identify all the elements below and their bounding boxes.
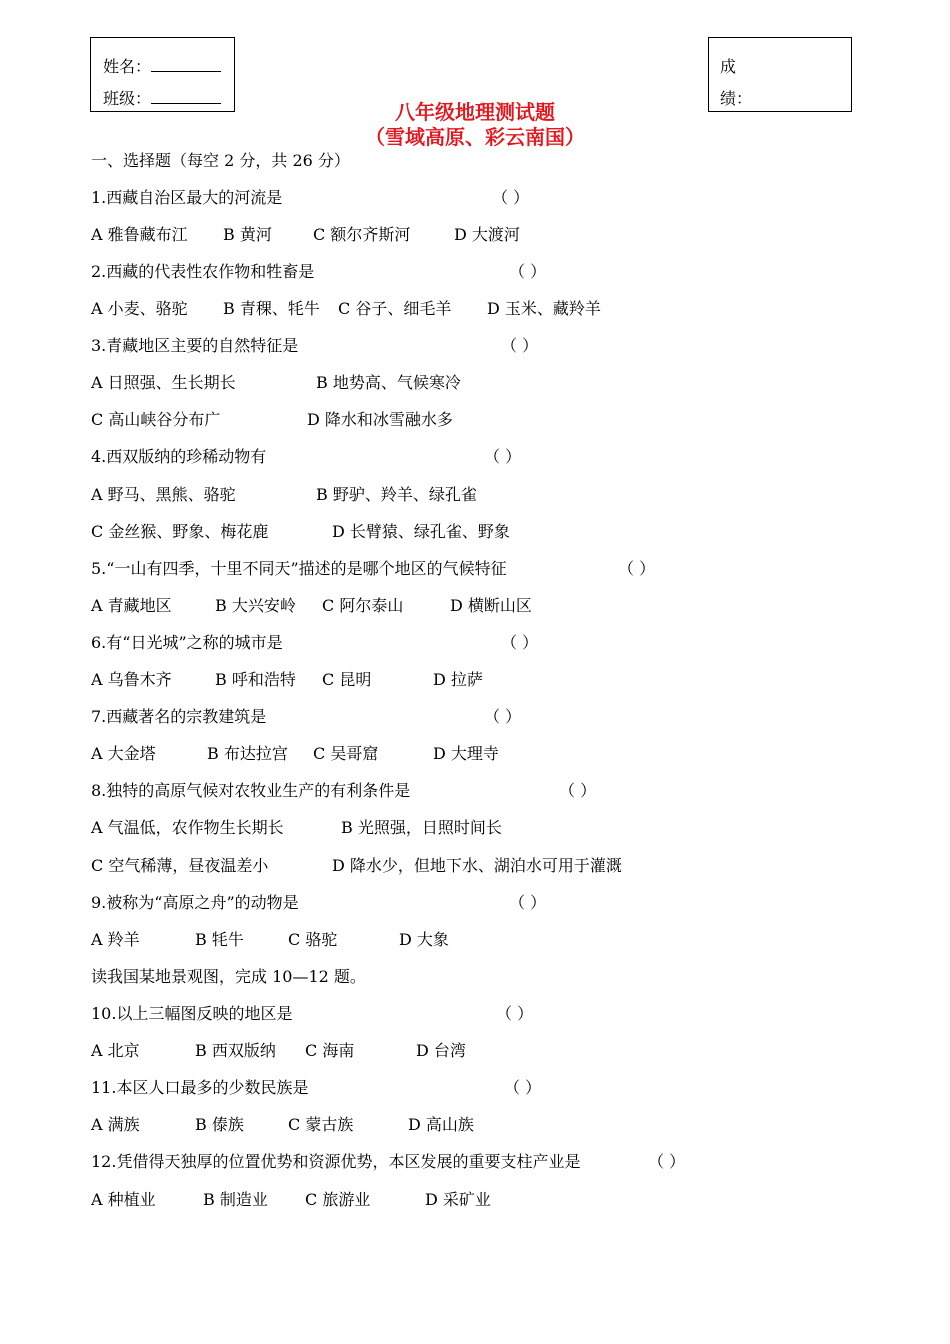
answer-blank[interactable]: （ ） [496, 1004, 534, 1023]
option-a: A 北京 [91, 1041, 140, 1060]
question-stem: 10.以上三幅图反映的地区是 [91, 1004, 293, 1023]
option-b: B 地势高、气候寒冷 [316, 373, 461, 392]
score-label-line1: 成 [720, 57, 737, 76]
question-stem: 5.“一山有四季，十里不同天”描述的是哪个地区的气候特征 [91, 559, 507, 578]
question-stem: 9.被称为“高原之舟”的动物是 [91, 893, 299, 912]
option-d: D 高山族 [408, 1115, 474, 1134]
option-b: B 黄河 [223, 225, 272, 244]
option-d: D 玉米、藏羚羊 [487, 299, 601, 318]
question-stem: 1.西藏自治区最大的河流是 [91, 188, 283, 207]
option-d: D 大理寺 [433, 744, 499, 763]
question-stem: 3.青藏地区主要的自然特征是 [91, 336, 299, 355]
answer-blank[interactable]: （ ） [484, 447, 522, 466]
option-c: C 海南 [305, 1041, 355, 1060]
option-a: A 雅鲁藏布江 [91, 225, 188, 244]
section-heading: 一、选择题（每空 2 分，共 26 分） [91, 151, 350, 170]
answer-blank[interactable]: （ ） [484, 707, 522, 726]
option-a: A 野马、黑熊、骆驼 [91, 485, 236, 504]
name-label: 姓名： [103, 57, 152, 76]
answer-blank[interactable]: （ ） [559, 781, 597, 800]
option-c: C 谷子、细毛羊 [338, 299, 452, 318]
option-b: B 制造业 [203, 1190, 268, 1209]
option-c: C 空气稀薄，昼夜温差小 [91, 856, 269, 875]
answer-blank[interactable]: （ ） [509, 262, 547, 281]
option-c: C 吴哥窟 [313, 744, 379, 763]
option-d: D 大象 [399, 930, 449, 949]
option-b: B 大兴安岭 [215, 596, 296, 615]
answer-blank[interactable]: （ ） [501, 336, 539, 355]
name-field[interactable] [151, 57, 221, 72]
answer-blank[interactable]: （ ） [648, 1152, 686, 1171]
option-c: C 阿尔泰山 [322, 596, 404, 615]
answer-blank[interactable]: （ ） [501, 633, 539, 652]
option-b: B 傣族 [195, 1115, 244, 1134]
option-d: D 采矿业 [425, 1190, 491, 1209]
answer-blank[interactable]: （ ） [509, 893, 547, 912]
option-b: B 野驴、羚羊、绿孔雀 [316, 485, 477, 504]
class-label: 班级： [103, 89, 152, 108]
option-a: A 乌鲁木齐 [91, 670, 172, 689]
page-subtitle: （雪域高原、彩云南国） [365, 125, 585, 149]
option-c: C 骆驼 [288, 930, 338, 949]
option-a: A 羚羊 [91, 930, 140, 949]
option-d: D 横断山区 [450, 596, 532, 615]
option-b: B 布达拉宫 [207, 744, 288, 763]
question-stem: 2.西藏的代表性农作物和牲畜是 [91, 262, 315, 281]
option-c: C 昆明 [322, 670, 372, 689]
name-row [103, 57, 221, 77]
option-b: B 光照强，日照时间长 [341, 818, 502, 837]
question-stem: 12.凭借得天独厚的位置优势和资源优势，本区发展的重要支柱产业是 [91, 1152, 581, 1171]
option-b: B 青稞、牦牛 [223, 299, 320, 318]
option-b: B 西双版纳 [195, 1041, 276, 1060]
option-a: A 大金塔 [91, 744, 156, 763]
option-c: C 额尔齐斯河 [313, 225, 411, 244]
option-b: B 牦牛 [195, 930, 244, 949]
answer-blank[interactable]: （ ） [618, 559, 656, 578]
option-c: C 高山峡谷分布广 [91, 410, 221, 429]
option-d: D 降水少，但地下水、湖泊水可用于灌溉 [332, 856, 622, 875]
answer-blank[interactable]: （ ） [492, 188, 530, 207]
page-title: 八年级地理测试题 [395, 100, 555, 124]
question-stem: 7.西藏著名的宗教建筑是 [91, 707, 267, 726]
option-a: A 小麦、骆驼 [91, 299, 188, 318]
intro-text: 读我国某地景观图，完成 10—12 题。 [91, 967, 366, 986]
option-a: A 气温低，农作物生长期长 [91, 818, 284, 837]
score-label-line2: 绩： [720, 89, 753, 108]
question-stem: 6.有“日光城”之称的城市是 [91, 633, 283, 652]
option-a: A 日照强、生长期长 [91, 373, 236, 392]
option-d: D 大渡河 [454, 225, 520, 244]
question-stem: 8.独特的高原气候对农牧业生产的有利条件是 [91, 781, 411, 800]
option-a: A 满族 [91, 1115, 140, 1134]
option-a: A 青藏地区 [91, 596, 172, 615]
option-d: D 长臂猿、绿孔雀、野象 [332, 522, 510, 541]
option-a: A 种植业 [91, 1190, 156, 1209]
question-stem: 11.本区人口最多的少数民族是 [91, 1078, 309, 1097]
option-b: B 呼和浩特 [215, 670, 296, 689]
option-d: D 拉萨 [433, 670, 483, 689]
option-d: D 降水和冰雪融水多 [307, 410, 453, 429]
option-c: C 金丝猴、野象、梅花鹿 [91, 522, 269, 541]
option-c: C 蒙古族 [288, 1115, 354, 1134]
option-d: D 台湾 [416, 1041, 466, 1060]
question-stem: 4.西双版纳的珍稀动物有 [91, 447, 267, 466]
option-c: C 旅游业 [305, 1190, 371, 1209]
answer-blank[interactable]: （ ） [504, 1078, 542, 1097]
